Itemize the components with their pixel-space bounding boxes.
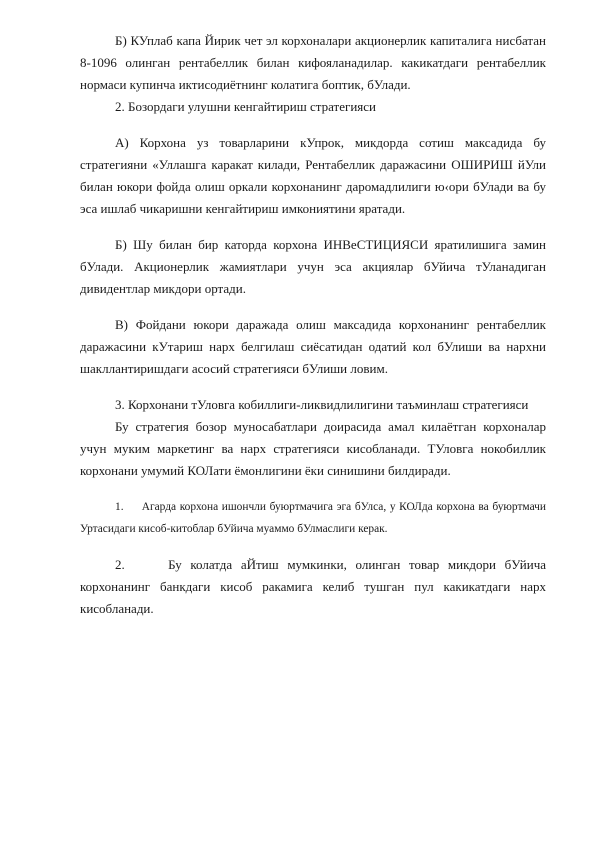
document-page xyxy=(80,30,546,620)
numbered-item-2 xyxy=(80,554,546,620)
paragraph-5: Бу стратегия бозор муносабатлари доирасида амал килаётган корхоналар учун муким маркетинг ва нарх стратегияси кисобланади. ТУловга нокобиллик корхонани умумий КОЛати ёмонлигини ёки синишини билдиради. xyxy=(80,419,546,478)
section-heading-3: 3. Корхонани тУловга кобиллиги-ликвидлилигини таъминлаш стратегияси xyxy=(115,397,529,412)
numbered-item-1-text: Агарда корхона ишончли буюртмачига эга бУлса, у КОЛда корхона ва буюртмачи Уртасидаги кисоб-китоблар бУйича муаммо бУлмаслиги керак. xyxy=(80,501,546,535)
numbered-item-2-number: 2. xyxy=(115,557,125,572)
paragraph-3: Б) Шу билан бир каторда корхона ИНВеСТИЦИЯСИ яратилишига замин бУлади. Акционерлик жамиятлари учун эса акциялар бУйича тУланадиган дивидентлар микдори ортади. xyxy=(80,237,546,296)
paragraph-4: В) Фойдани юкори даражада олиш максадида корхонанинг рентабеллик даражасини кУтариш нарх белгилаш сиёсатидан одатий кол бУлиши ва нархни шакллантиришдаги асосий стратегияси бУлиши ловим. xyxy=(80,317,546,376)
numbered-item-1-number: 1. xyxy=(115,501,124,513)
section-heading-2: 2. Бозордаги улушни кенгайтириш стратегияси xyxy=(115,99,376,114)
paragraph-2: А) Корхона уз товарларини кУпрок, микдорда сотиш максадида бу стратегияни «Уллашга каракат килади, Рентабеллик даражасини ОШИРИШ йУли билан юкори фойда олиш оркали корхонанинг даромадлилиги ю‹ори бУлади ва бу эса ишлаб чикаришни кенгайтириш имкониятини яратади. xyxy=(80,135,546,216)
paragraph-1: Б) КУплаб капа Йирик чет эл корхоналари акционерлик капиталига нисбатан 8-1096 олинган рентабеллик билан кифояланадилар. какикатдаги рентабеллик нормаси купинча иктисодиётнинг колатига боптик, бУлади. xyxy=(80,33,546,92)
numbered-item-2-text: Бу колатда аЙтиш мумкинки, олинган товар микдори бУйича корхонанинг банкдаги кисоб ракамига келиб тушган пул какикатдаги нарх кисобланади. xyxy=(80,557,547,616)
numbered-item-1 xyxy=(80,496,546,540)
